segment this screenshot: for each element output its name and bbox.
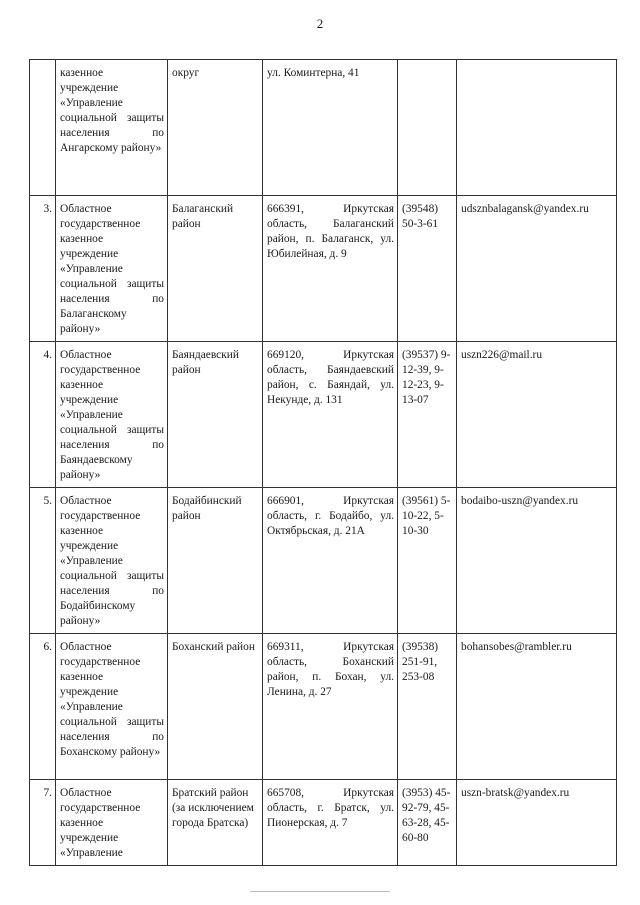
email: bohansobes@rambler.ru bbox=[457, 634, 617, 780]
institutions-table bbox=[29, 59, 617, 866]
email bbox=[457, 60, 617, 196]
email: bodaibo-uszn@yandex.ru bbox=[457, 488, 617, 634]
table-row bbox=[30, 780, 617, 866]
email: uszn226@mail.ru bbox=[457, 342, 617, 488]
district: Братский район (за исключением города Братска) bbox=[168, 780, 263, 866]
table-row bbox=[30, 60, 617, 196]
district: Боханский район bbox=[168, 634, 263, 780]
email: uszn-bratsk@yandex.ru bbox=[457, 780, 617, 866]
address: 666901, Иркутская область, г. Бодайбо, ул. Октябрьская, д. 21А bbox=[263, 488, 398, 634]
address: 666391, Иркутская область, Балаганский район, п. Балаганск, ул. Юбилейная, д. 9 bbox=[263, 196, 398, 342]
row-number: 5. bbox=[30, 488, 56, 634]
address: 669120, Иркутская область, Баяндаевский район, с. Баяндай, ул. Некунде, д. 131 bbox=[263, 342, 398, 488]
row-number: 4. bbox=[30, 342, 56, 488]
district: округ bbox=[168, 60, 263, 196]
scan-edge-line bbox=[250, 891, 390, 892]
row-number: 6. bbox=[30, 634, 56, 780]
district: Баяндаевский район bbox=[168, 342, 263, 488]
institution-name: Областное государственное казенное учреждение «Управление социальной защиты населения по Бодайбинскому району» bbox=[56, 488, 168, 634]
institution-name: Областное государственное казенное учреждение «Управление социальной защиты населения по Баяндаевскому району» bbox=[56, 342, 168, 488]
phone: (39537) 9-12-39, 9-12-23, 9-13-07 bbox=[398, 342, 457, 488]
phone: (39538) 251-91, 253-08 bbox=[398, 634, 457, 780]
page-number: 2 bbox=[316, 16, 324, 31]
address: ул. Коминтерна, 41 bbox=[263, 60, 398, 196]
institution-name: Областное государственное казенное учреждение «Управление социальной защиты населения по Боханскому району» bbox=[56, 634, 168, 780]
institution-name: Областное государственное казенное учреждение «Управление социальной защиты населения по Балаганскому району» bbox=[56, 196, 168, 342]
phone: (3953) 45-92-79, 45-63-28, 45-60-80 bbox=[398, 780, 457, 866]
phone bbox=[398, 60, 457, 196]
district: Балаганский район bbox=[168, 196, 263, 342]
district: Бодайбинский район bbox=[168, 488, 263, 634]
row-number bbox=[30, 60, 56, 196]
phone: (39561) 5-10-22, 5-10-30 bbox=[398, 488, 457, 634]
table-row bbox=[30, 634, 617, 780]
table-row bbox=[30, 342, 617, 488]
phone: (39548) 50-3-61 bbox=[398, 196, 457, 342]
address: 665708, Иркутская область, г. Братск, ул. Пионерская, д. 7 bbox=[263, 780, 398, 866]
address: 669311, Иркутская область, Боханский район, п. Бохан, ул. Ленина, д. 27 bbox=[263, 634, 398, 780]
table-row bbox=[30, 196, 617, 342]
table-row bbox=[30, 488, 617, 634]
email: udsznbalagansk@yandex.ru bbox=[457, 196, 617, 342]
row-number: 3. bbox=[30, 196, 56, 342]
row-number: 7. bbox=[30, 780, 56, 866]
institution-name: казенное учреждение «Управление социальной защиты населения по Ангарскому району» bbox=[56, 60, 168, 196]
institution-name: Областное государственное казенное учреждение «Управление bbox=[56, 780, 168, 866]
